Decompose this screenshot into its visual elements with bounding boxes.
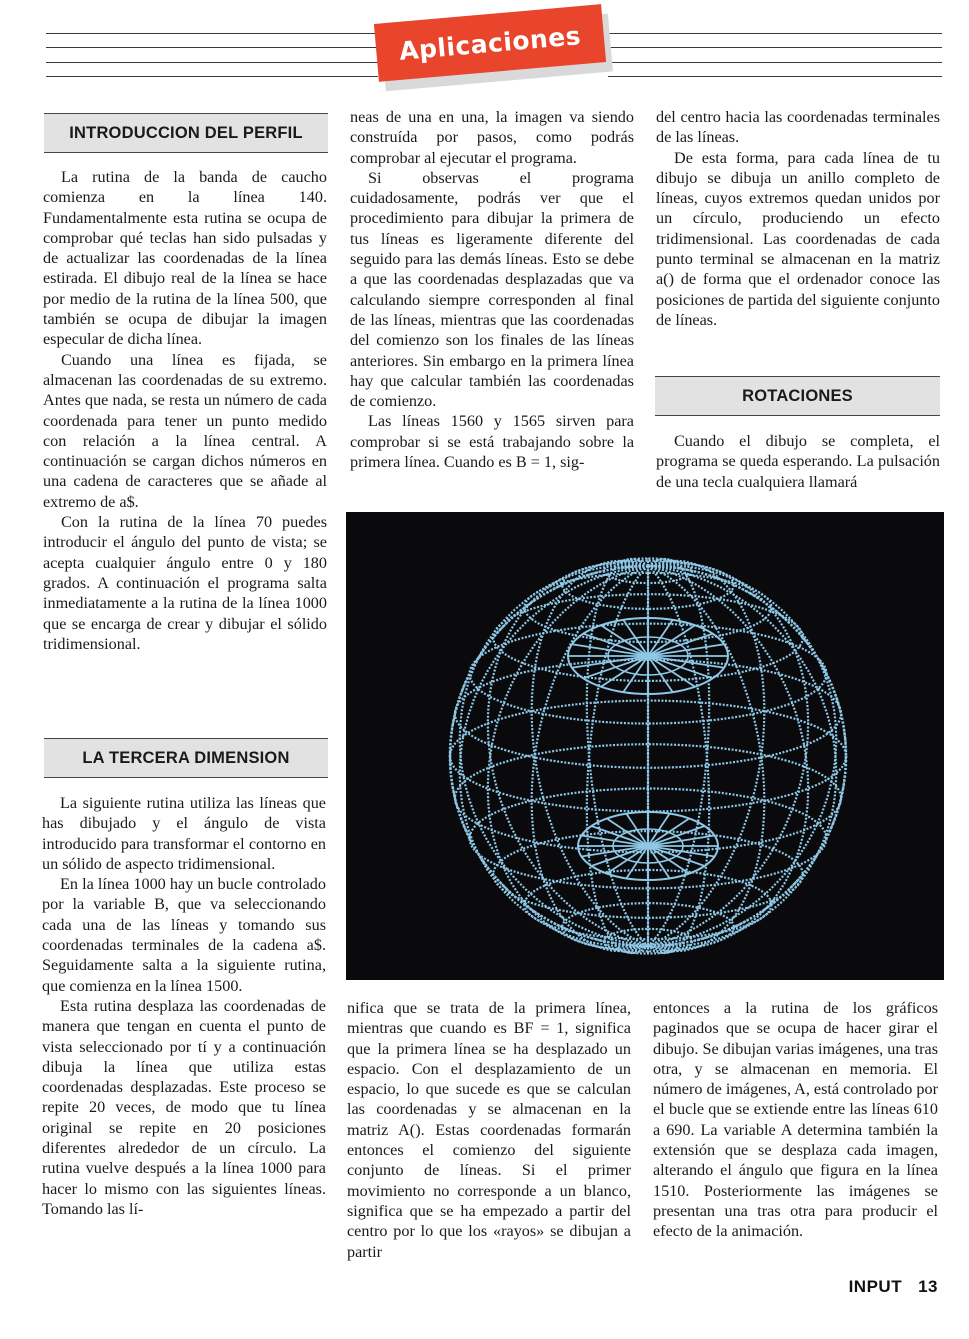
meridian-line [587, 566, 648, 953]
header-rule [46, 62, 378, 63]
heading-rotaciones [655, 376, 940, 416]
section-banner [374, 4, 606, 82]
section-banner-label: Aplicaciones [397, 20, 583, 66]
column-3-text-a [656, 107, 940, 330]
wireframe-sphere-figure [346, 512, 944, 980]
paragraph: La siguiente rutina utiliza las líneas que has dibujado y el ángulo de vista introducido para transformar el contorno en un sólido de aspecto tridimensional. [42, 794, 326, 873]
heading-tercera-dimension [44, 738, 328, 778]
column-1-text-b [42, 793, 326, 1219]
paragraph: del centro hacia las coordenadas terminales de las líneas. [656, 108, 940, 147]
header-rule [608, 62, 942, 63]
heading-introduccion-label: INTRODUCCION DEL PERFIL [69, 123, 303, 142]
paragraph: Con la rutina de la línea 70 puedes introducir el ángulo del punto de vista; se acepta cualquier ángulo entre 0 y 180 grados. A continuación el programa salta inmediatamente a la rutina de la línea 1000 que se encarga de crear y dibujar el sólido tridimensional. [43, 513, 327, 653]
page-footer [849, 1277, 938, 1297]
column-2-text-a [350, 107, 634, 472]
heading-introduccion [44, 113, 328, 153]
page-number: 13 [918, 1277, 938, 1296]
paragraph: Esta rutina desplaza las coordenadas de manera que tengan en cuenta el punto de vista seleccionado por tí y a continuación dibuja la línea que utiliza estas coordenadas desplazadas. Este proceso se repite 20 veces, de modo que tu línea original se repite en 20 posiciones diferentes alrededor de un círculo. La rutina vuelve después a la línea 1000 para hacer lo mismo con las siguientes líneas. Tomando las lí- [42, 996, 326, 1218]
header-rule [46, 76, 378, 77]
paragraph: En la línea 1000 hay un bucle controlado por la variable B, que va seleccionando cada una de las líneas y tomando sus coordenadas terminales de la cadena a$. Seguidamente salta a la siguiente rutina, que comienza en la línea 1500. [42, 875, 326, 995]
paragraph: Las líneas 1560 y 1565 sirven para comprobar si se está trabajando sobre la primera línea. Cuando es B = 1, sig- [350, 412, 634, 472]
magazine-name: INPUT [848, 1277, 903, 1296]
paragraph: La rutina de la banda de caucho comienza en la línea 140. Fundamentalmente esta rutina se ocupa de comprobar qué teclas han sido pulsadas y de actualizar las coordenadas de la línea estirada. El dibujo real de la línea se hace por medio de la rutina de la línea 500, que también se ocupa de dibujar la imagen especular de dicha línea. [43, 168, 327, 349]
paragraph: Cuando el dibujo se completa, el programa se queda esperando. La pulsación de una tecla cualquiera llamará [656, 432, 940, 491]
column-1-text-a [43, 167, 327, 654]
paragraph: Cuando una línea es fijada, se almacenan las coordenadas de su extremo. Antes que nada, se resta un número de cada coordenada para tener un punto medido con relación a la línea central. A continuación se cargan dichos números en una cadena de caracteres que se añade al extremo de a$. [43, 350, 327, 511]
meridian-line [648, 566, 846, 946]
header-rule [608, 47, 942, 48]
header-rule [46, 47, 378, 48]
paragraph: Si observas el programa cuidadosamente, podrás ver que el procedimiento para dibujar la primera de tus líneas es ligeramente diferente del seguido para las demás líneas. Esto se debe a que las coordenadas desplazadas que va calculando siempre corresponden al final de las líneas, mientras que las coordenadas del comienzo son los finales de las líneas anteriores. Sin embargo en la primera línea hay que calcular también las coordenadas de comienzo. [350, 168, 634, 411]
paragraph: De esta forma, para cada línea de tu dibujo se dibuja un anillo completo de líneas, cuyos extremos quedan unidos por un círculo, produciendo un efecto tridimensional. Las coordenadas de cada punto terminal se almacenan en la matriz a() de forma que el ordenador conoce las posiciones de partida del siguiente conjunto de líneas. [656, 148, 940, 329]
header-rule [608, 76, 942, 77]
paragraph: nifica que se trata de la primera línea, mientras que cuando es BF = 1, significa que la primera línea se ha desplazado un espacio. Con el desplazamiento de un espacio, lo que sucede es que se calculan las coordenadas y se almacenan en la matriz A(). Estas coordenadas formarán entonces el comienzo del siguiente conjunto de líneas. Si el primer movimiento no corresponde a un blanco, significa que se ha empezado a partir del centro por lo que los «rayos» se dibujan a partir [347, 999, 631, 1261]
paragraph: entonces a la rutina de los gráficos paginados que se ocupa de hacer girar el dibujo. Se dibujan varias imágenes, una tras otra, y se almacenan en memoria. El número de imágenes, A, está controlado por el bucle que se extiende entre las líneas 610 a 690. La variable A determina también la extensión que se desplaza cada imagen, alterando el ángulo que figura en la línea 1510. Posteriormente las imágenes se presentan una tras otra para producir el efecto de la animación. [653, 999, 939, 1241]
meridian-line [450, 566, 648, 946]
meridian-line [488, 566, 648, 949]
column-2-text-c [347, 998, 631, 1262]
wireframe-sphere-graphic [346, 512, 944, 980]
heading-tercera-dimension-label: LA TERCERA DIMENSION [82, 748, 290, 767]
column-3-text-c [653, 998, 938, 1242]
heading-rotaciones-label: ROTACIONES [742, 386, 853, 405]
header-rule [608, 33, 942, 34]
header-rule [46, 33, 378, 34]
column-3-text-b [656, 431, 940, 492]
paragraph: neas de una en una, la imagen va siendo construída por pasos, como podrás comprobar al ejecutar el programa. [350, 108, 634, 167]
